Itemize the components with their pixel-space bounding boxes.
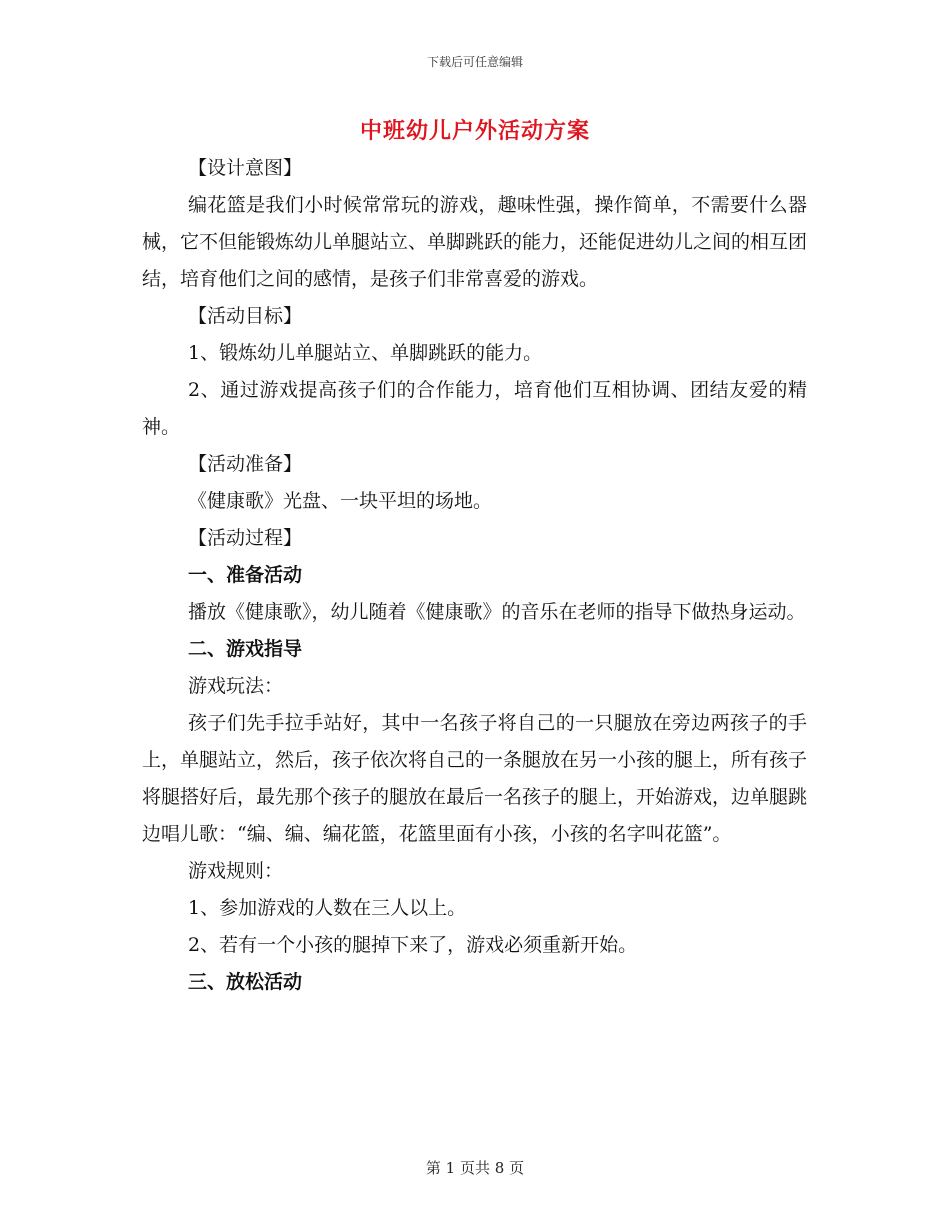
paragraph-warmup: 播放《健康歌》，幼儿随着《健康歌》的音乐在老师的指导下做热身运动。 [188,601,806,623]
subheading-game-guide: 二、游戏指导 [188,638,303,660]
section-heading-design-intent: 【设计意图】 [188,157,303,179]
paragraph-design-intent: 编花篮是我们小时候常常玩的游戏，趣味性强，操作简单，不需要什么器械，它不但能锻炼幼儿单腿站立、单脚跳跃的能力，还能促进幼儿之间的相互团结，培育他们之间的感情，是孩子们非常喜爱的游戏。 [142,194,808,290]
rule-item-2: 2、若有一个小孩的腿掉下来了，游戏必须重新开始。 [188,934,638,956]
label-how-to-play: 游戏玩法： [188,675,284,697]
subheading-warmup: 一、准备活动 [188,564,303,586]
header-note: 下载后可任意编辑 [426,55,523,69]
document-body [142,150,807,1001]
page-number: 第 1 页共 8 页 [425,1159,525,1177]
section-heading-preparation: 【活动准备】 [188,453,303,475]
document-title: 中班幼儿户外活动方案 [359,118,590,144]
rule-item-1: 1、参加游戏的人数在三人以上。 [188,897,467,919]
paragraph-preparation: 《健康歌》光盘、一块平坦的场地。 [188,490,493,512]
goal-item-2: 2、通过游戏提高孩子们的合作能力，培育他们互相协调、团结友爱的精神。 [142,379,807,438]
section-heading-goals: 【活动目标】 [188,305,303,327]
paragraph-how-to-play: 孩子们先手拉手站好，其中一名孩子将自己的一只腿放在旁边两孩子的手上，单腿站立，然后，孩子依次将自己的一条腿放在另一小孩的腿上，所有孩子将腿搭好后，最先那个孩子的腿放在最后一名孩子的腿上，开始游戏，边单腿跳边唱儿歌：“编、编、编花篮，花篮里面有小孩，小孩的名字叫花篮”。 [142,712,808,845]
subheading-relax: 三、放松活动 [188,971,303,993]
goal-item-1: 1、锻炼幼儿单腿站立、单脚跳跃的能力。 [188,342,543,364]
label-game-rules: 游戏规则： [188,860,284,882]
section-heading-process: 【活动过程】 [188,527,303,549]
